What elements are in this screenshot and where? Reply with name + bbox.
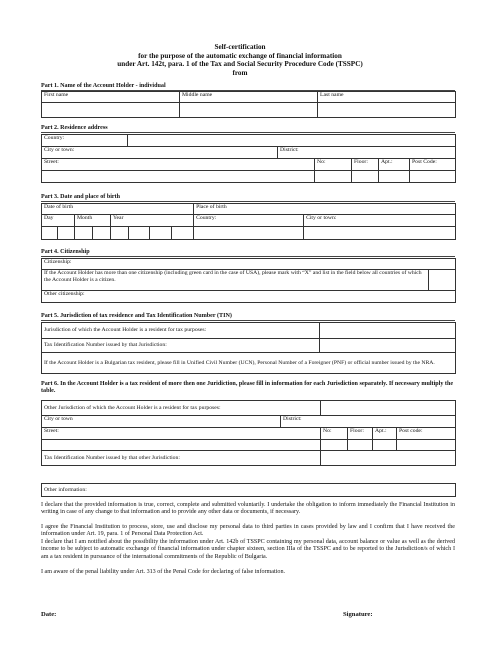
street-label: Street: bbox=[44, 159, 59, 165]
part2-address-table bbox=[41, 134, 456, 183]
part6-heading: Part 6. In the Account Holder is a tax resident of more then one Juridiction, please fill in information for each Jurisdiction separately. If necessary multiply the table. bbox=[41, 381, 454, 394]
other-apartment-field[interactable] bbox=[373, 440, 397, 451]
apartment-label: Apt.: bbox=[379, 159, 410, 171]
day-digit-1[interactable] bbox=[42, 227, 58, 240]
last-name-field[interactable] bbox=[318, 103, 456, 118]
other-information-label: Other information: bbox=[44, 486, 87, 493]
year-digit-4[interactable] bbox=[172, 227, 194, 240]
apartment-field[interactable] bbox=[379, 171, 410, 183]
part1-name-table bbox=[41, 91, 456, 118]
part6-other-jurisdiction-table bbox=[41, 400, 456, 466]
part3-rule bbox=[41, 201, 455, 202]
citizenship-field[interactable] bbox=[42, 259, 456, 270]
other-floor-field[interactable] bbox=[348, 440, 373, 451]
declaration-data-processing: I agree the Financial Institution to process, store, use and disclose my personal data to third parties in cases provided by law and I confirm that I have received the information under Art. 19, para. 1 of Personal Data Protection Act. bbox=[41, 524, 455, 538]
first-name-label: First name bbox=[42, 92, 180, 103]
form-title: Self-certification bbox=[214, 43, 266, 51]
other-jurisdiction-label: Other Jurisdiction of which the Account Holder is a resident for tax purposes: bbox=[42, 401, 321, 416]
other-street-label: Street: bbox=[44, 428, 59, 434]
street-field[interactable] bbox=[42, 159, 315, 171]
other-tin-label: Tax Identification Number issued by that other Jurisdiction: bbox=[42, 451, 321, 466]
tin-field[interactable] bbox=[320, 339, 456, 353]
other-tin-field[interactable] bbox=[321, 451, 456, 466]
other-apartment-label: Apt.: bbox=[373, 428, 397, 440]
street-value-field[interactable] bbox=[42, 171, 315, 183]
tax-jurisdiction-label: Jurisdiction of which the Account Holder is a resident for tax purposes: bbox=[42, 323, 320, 339]
district-label: District: bbox=[280, 147, 299, 153]
date-label: Date: bbox=[41, 611, 57, 618]
citizenship-label: Citizenship: bbox=[44, 259, 72, 265]
city-label: City or town: bbox=[44, 147, 75, 153]
floor-label: Floor: bbox=[352, 159, 379, 171]
tax-jurisdiction-field[interactable] bbox=[320, 323, 456, 339]
part5-tax-residence-table bbox=[41, 322, 456, 374]
other-floor-label: Floor: bbox=[348, 428, 373, 440]
signature-label: Signature: bbox=[343, 611, 373, 618]
part2-heading: Part 2. Residence address bbox=[41, 125, 108, 131]
country-field[interactable] bbox=[128, 135, 456, 147]
form-subtitle-legal-basis: under Art. 142t, para. 1 of the Tax and Social Security Procedure Code (TSSPC) bbox=[117, 60, 363, 69]
part4-citizenship-table bbox=[41, 258, 456, 303]
month-digit-2[interactable] bbox=[93, 227, 111, 240]
multiple-citizenship-note: If the Account Holder has more than one citizenship (including green card in the case of USA), please mark with “X” and list in the field below all countries of which the Account Holder is a citizen. bbox=[42, 270, 429, 291]
other-street-field[interactable] bbox=[42, 428, 321, 440]
number-field[interactable] bbox=[315, 171, 352, 183]
middle-name-field[interactable] bbox=[180, 103, 318, 118]
part4-rule bbox=[41, 256, 455, 257]
part4-heading: Part 4. Citizenship bbox=[41, 249, 90, 255]
other-district-field[interactable] bbox=[281, 416, 456, 428]
other-city-field[interactable] bbox=[42, 416, 281, 428]
other-street-value-field[interactable] bbox=[42, 440, 321, 451]
other-citizenship-field[interactable] bbox=[42, 291, 456, 303]
city-field[interactable] bbox=[42, 147, 278, 159]
birth-country-label: Country: bbox=[194, 215, 304, 227]
year-digit-1[interactable] bbox=[111, 227, 129, 240]
birth-city-field[interactable] bbox=[304, 227, 456, 240]
post-code-label: Post Code: bbox=[410, 159, 456, 171]
number-label: No: bbox=[315, 159, 352, 171]
other-city-label: City or town bbox=[44, 416, 73, 422]
form-subtitle-purpose: for the purpose of the automatic exchange of financial information bbox=[138, 51, 342, 60]
tin-label: Tax Identification Number issued by that Jurisdiction: bbox=[42, 339, 320, 353]
part3-heading: Part 3. Date and place of birth bbox=[41, 194, 121, 200]
other-information-table bbox=[41, 483, 456, 497]
post-code-field[interactable] bbox=[410, 171, 456, 183]
other-citizenship-label: Other citizenship: bbox=[44, 291, 85, 297]
bulgarian-resident-note: If the Account Holder is a Bulgarian tax resident, please fill in Unified Civil Number (UCN), Personal Number of a Foreigner (PNF) or official number issued by the NRA. bbox=[42, 353, 456, 374]
other-number-label: No: bbox=[321, 428, 348, 440]
declaration-penal-liability: I am aware of the penal liability under Art. 313 of the Penal Code for declaring of false information. bbox=[41, 569, 286, 575]
day-digit-2[interactable] bbox=[58, 227, 75, 240]
part5-rule bbox=[41, 320, 455, 321]
other-district-label: District: bbox=[283, 416, 302, 422]
declaration-truthfulness: I declare that the provided information is true, correct, complete and submitted voluntarily. I undertake the obligation to inform immediately the Financial Institution in writing in case of any change to that information and to provide any other data or documents, if necessary. bbox=[41, 502, 455, 516]
other-number-field[interactable] bbox=[321, 440, 348, 451]
other-information-field[interactable] bbox=[42, 484, 456, 497]
form-subtitle-from: from bbox=[232, 68, 248, 77]
part1-heading: Part 1. Name of the Account Holder - individual bbox=[41, 83, 166, 89]
birth-country-field[interactable] bbox=[194, 227, 304, 240]
date-of-birth-label: Date of birth bbox=[42, 204, 194, 215]
other-post-code-label: Post code: bbox=[397, 428, 456, 440]
floor-field[interactable] bbox=[352, 171, 379, 183]
other-jurisdiction-field[interactable] bbox=[321, 401, 456, 416]
year-digit-2[interactable] bbox=[129, 227, 150, 240]
country-label: Country: bbox=[42, 135, 128, 147]
year-label: Year bbox=[111, 215, 194, 227]
part5-heading: Part 5. Jurisdiction of tax residence and Tax Identification Number (TIN) bbox=[41, 313, 232, 319]
part2-rule bbox=[41, 132, 455, 133]
place-of-birth-label: Place of birth bbox=[194, 204, 456, 215]
year-digit-3[interactable] bbox=[150, 227, 172, 240]
day-label: Day bbox=[42, 215, 75, 227]
last-name-label: Last name bbox=[318, 92, 456, 103]
birth-city-label: City or town: bbox=[304, 215, 456, 227]
month-label: Month bbox=[75, 215, 111, 227]
first-name-field[interactable] bbox=[42, 103, 180, 118]
multiple-citizenship-checkbox[interactable] bbox=[429, 270, 456, 291]
district-field[interactable] bbox=[278, 147, 456, 159]
part3-birth-table bbox=[41, 203, 456, 240]
middle-name-label: Middle name bbox=[180, 92, 318, 103]
month-digit-1[interactable] bbox=[75, 227, 93, 240]
declaration-automatic-exchange: I declare that I am notified about the possibility the information under Art. 142b of TSSPC containing my personal data, account balance or value as well as the derived income to be subject to automatic exchange of financial information under chapter sixteen, section IIIa of the TSSPC and to be reported to the Jurisdiction/s of which I am a tax resident in pursuance of the international commitments of the Republic of Bulgaria. bbox=[41, 539, 455, 560]
other-post-code-field[interactable] bbox=[397, 440, 456, 451]
